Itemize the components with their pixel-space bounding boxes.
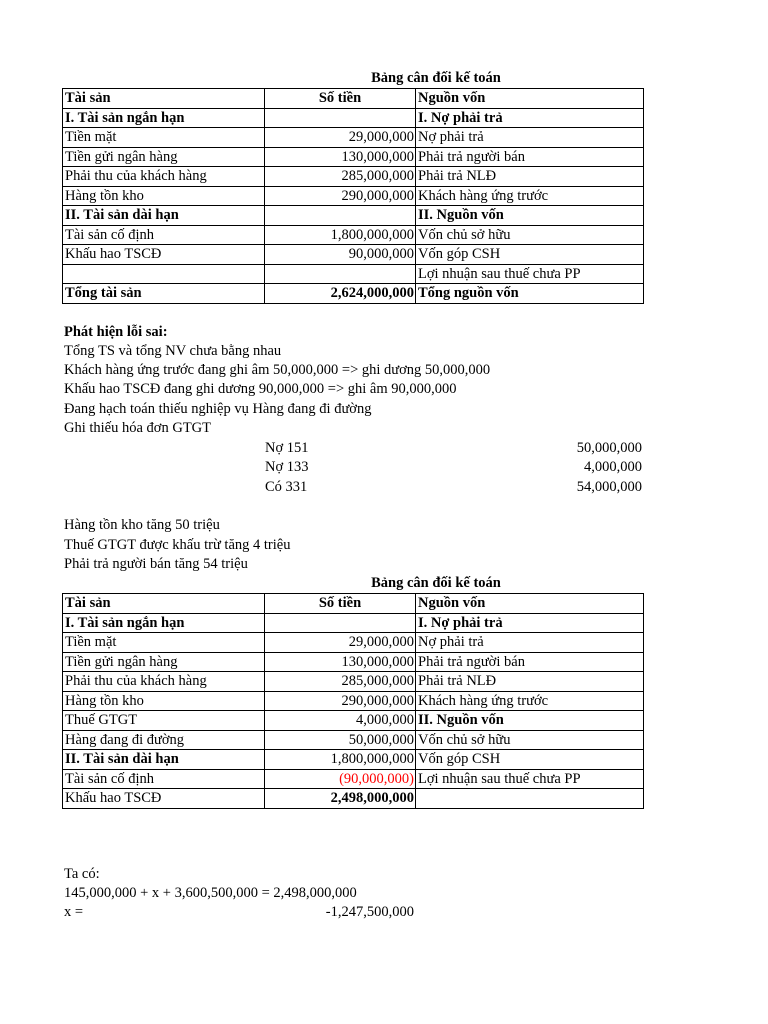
- table1-title: Bảng cân đối kế toán: [371, 70, 501, 86]
- table-header-row: [63, 594, 644, 614]
- source-cell: Khách hàng ứng trước: [416, 691, 644, 711]
- entry-account: Nợ 133: [265, 459, 309, 475]
- source-cell: Phải trả NLĐ: [416, 167, 644, 187]
- table-row: [63, 613, 644, 633]
- table-row: [63, 108, 644, 128]
- source-cell: Khách hàng ứng trước: [416, 186, 644, 206]
- table-row: [63, 147, 644, 167]
- source-cell: I. Nợ phải trả: [416, 108, 644, 128]
- table-row: [63, 691, 644, 711]
- header-sources: Nguồn vốn: [416, 89, 644, 109]
- table-row: [63, 284, 644, 304]
- amount-cell: 290,000,000: [265, 691, 416, 711]
- amount-cell: 50,000,000: [265, 730, 416, 750]
- entry-amount: 4,000,000: [584, 459, 642, 475]
- source-cell: I. Nợ phải trả: [416, 613, 644, 633]
- asset-cell: I. Tài sản ngắn hạn: [63, 108, 265, 128]
- amount-cell: (90,000,000): [265, 769, 416, 789]
- amount-cell: [265, 264, 416, 284]
- calc-equation: 145,000,000 + x + 3,600,500,000 = 2,498,000,000: [64, 885, 357, 901]
- amount-cell: 29,000,000: [265, 633, 416, 653]
- asset-cell: Tiền mặt: [63, 633, 265, 653]
- amount-cell: 130,000,000: [265, 147, 416, 167]
- asset-cell: Tài sản cố định: [63, 225, 265, 245]
- entry-account: Nợ 151: [265, 440, 309, 456]
- finding-line: Ghi thiếu hóa đơn GTGT: [64, 420, 212, 436]
- source-cell: Lợi nhuận sau thuế chưa PP: [416, 264, 644, 284]
- table-row: [63, 128, 644, 148]
- header-amount: Số tiền: [265, 89, 416, 109]
- table-row: [63, 750, 644, 770]
- table-row: [63, 206, 644, 226]
- asset-cell: Tiền mặt: [63, 128, 265, 148]
- entry-account: Có 331: [265, 479, 308, 495]
- asset-cell: Tiền gửi ngân hàng: [63, 147, 265, 167]
- balance-sheet-table-2: [62, 593, 644, 809]
- table2-title: Bảng cân đối kế toán: [371, 575, 501, 591]
- source-cell: Vốn góp CSH: [416, 245, 644, 265]
- asset-cell: [63, 264, 265, 284]
- findings-heading: Phát hiện lỗi sai:: [64, 324, 168, 340]
- asset-cell: Hàng tồn kho: [63, 691, 265, 711]
- table-row: [63, 711, 644, 731]
- balance-sheet-table-1: [62, 88, 644, 304]
- effect-line: Phải trả người bán tăng 54 triệu: [64, 556, 248, 572]
- source-cell: Vốn góp CSH: [416, 750, 644, 770]
- table-row: [63, 730, 644, 750]
- source-cell: II. Nguồn vốn: [416, 206, 644, 226]
- table-header-row: [63, 89, 644, 109]
- calc-x-value: -1,247,500,000: [325, 904, 414, 920]
- source-cell: Phải trả NLĐ: [416, 672, 644, 692]
- asset-cell: II. Tài sản dài hạn: [63, 206, 265, 226]
- amount-cell: 2,498,000,000: [265, 789, 416, 809]
- source-cell: Phải trả người bán: [416, 652, 644, 672]
- source-cell: Vốn chủ sở hữu: [416, 225, 644, 245]
- amount-cell: 1,800,000,000: [265, 750, 416, 770]
- amount-cell: 285,000,000: [265, 672, 416, 692]
- asset-cell: Phải thu của khách hàng: [63, 167, 265, 187]
- amount-cell: 2,624,000,000: [265, 284, 416, 304]
- source-cell: Nợ phải trả: [416, 128, 644, 148]
- calc-label: Ta có:: [64, 866, 100, 882]
- table-row: [63, 167, 644, 187]
- source-cell: Tổng nguồn vốn: [416, 284, 644, 304]
- entry-amount: 54,000,000: [576, 479, 642, 495]
- amount-cell: 29,000,000: [265, 128, 416, 148]
- amount-cell: 130,000,000: [265, 652, 416, 672]
- asset-cell: Tiền gửi ngân hàng: [63, 652, 265, 672]
- source-cell: [416, 789, 644, 809]
- finding-line: Tổng TS và tổng NV chưa bằng nhau: [64, 343, 282, 359]
- table-row: [63, 225, 644, 245]
- amount-cell: [265, 613, 416, 633]
- header-assets: Tài sản: [63, 594, 265, 614]
- finding-line: Khách hàng ứng trước đang ghi âm 50,000,000 => ghi dương 50,000,000: [64, 362, 491, 378]
- amount-cell: [265, 108, 416, 128]
- source-cell: Nợ phải trả: [416, 633, 644, 653]
- source-cell: II. Nguồn vốn: [416, 711, 644, 731]
- table-row: [63, 652, 644, 672]
- effect-line: Hàng tồn kho tăng 50 triệu: [64, 517, 220, 533]
- table-row: [63, 672, 644, 692]
- source-cell: Lợi nhuận sau thuế chưa PP: [416, 769, 644, 789]
- table-row: [63, 633, 644, 653]
- header-amount: Số tiền: [265, 594, 416, 614]
- amount-cell: 1,800,000,000: [265, 225, 416, 245]
- source-cell: Vốn chủ sở hữu: [416, 730, 644, 750]
- calc-x-label: x =: [64, 904, 84, 920]
- amount-cell: 4,000,000: [265, 711, 416, 731]
- asset-cell: Khấu hao TSCĐ: [63, 789, 265, 809]
- amount-cell: 90,000,000: [265, 245, 416, 265]
- table-row: [63, 769, 644, 789]
- asset-cell: Tổng tài sản: [63, 284, 265, 304]
- asset-cell: Thuế GTGT: [63, 711, 265, 731]
- table-row: [63, 245, 644, 265]
- asset-cell: Khấu hao TSCĐ: [63, 245, 265, 265]
- finding-line: Khấu hao TSCĐ đang ghi dương 90,000,000 => ghi âm 90,000,000: [64, 381, 457, 397]
- asset-cell: Phải thu của khách hàng: [63, 672, 265, 692]
- asset-cell: Hàng đang đi đường: [63, 730, 265, 750]
- amount-cell: 285,000,000: [265, 167, 416, 187]
- header-sources: Nguồn vốn: [416, 594, 644, 614]
- asset-cell: I. Tài sản ngắn hạn: [63, 613, 265, 633]
- asset-cell: Tài sản cố định: [63, 769, 265, 789]
- table-row: [63, 789, 644, 809]
- finding-line: Đang hạch toán thiếu nghiệp vụ Hàng đang đi đường: [64, 401, 372, 417]
- asset-cell: Hàng tồn kho: [63, 186, 265, 206]
- effect-line: Thuế GTGT được khấu trừ tăng 4 triệu: [64, 537, 291, 553]
- source-cell: Phải trả người bán: [416, 147, 644, 167]
- entry-amount: 50,000,000: [576, 440, 642, 456]
- table-row: [63, 186, 644, 206]
- amount-cell: [265, 206, 416, 226]
- header-assets: Tài sản: [63, 89, 265, 109]
- table-row: [63, 264, 644, 284]
- amount-cell: 290,000,000: [265, 186, 416, 206]
- asset-cell: II. Tài sản dài hạn: [63, 750, 265, 770]
